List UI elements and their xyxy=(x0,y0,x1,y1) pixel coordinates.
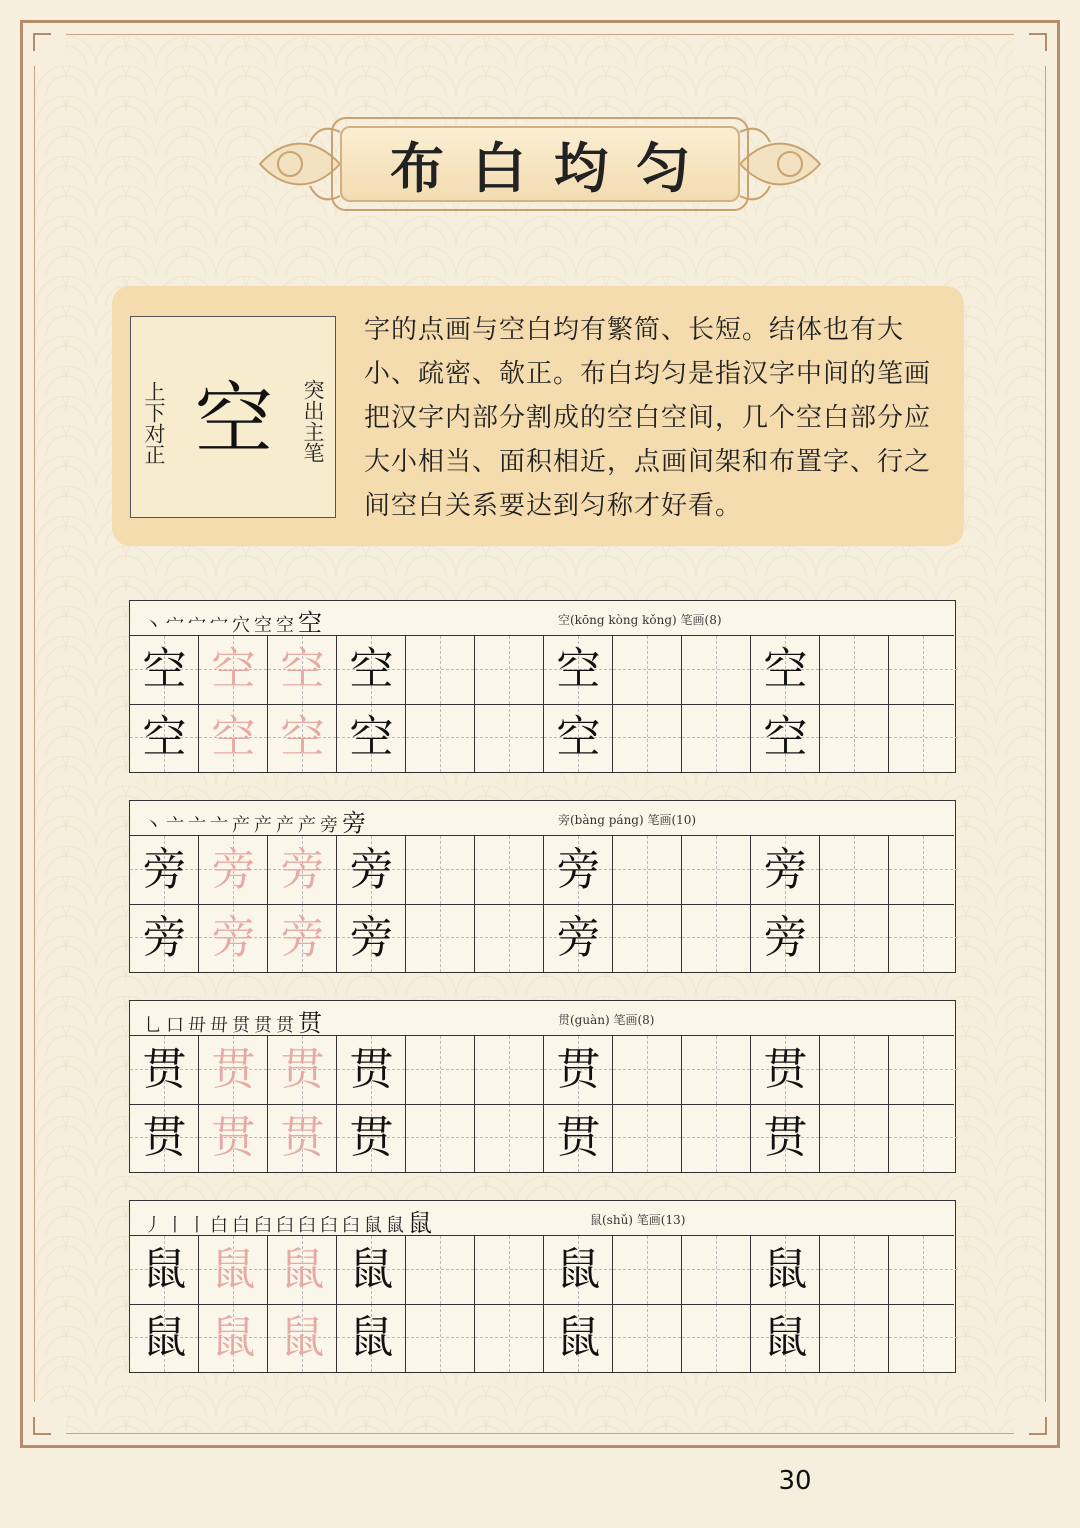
writing-cell[interactable] xyxy=(337,704,406,772)
writing-cell[interactable] xyxy=(268,1304,337,1372)
writing-cell[interactable] xyxy=(682,1036,751,1104)
model-character: 空 xyxy=(142,712,187,763)
model-character: 鼠 xyxy=(349,1312,394,1363)
writing-cell[interactable] xyxy=(268,1236,337,1304)
writing-cell[interactable] xyxy=(268,636,337,704)
stroke-step: 丶 xyxy=(144,615,162,636)
writing-cell[interactable] xyxy=(544,1036,613,1104)
stroke-step: 鼠 xyxy=(364,1215,382,1236)
model-character: 贯 xyxy=(349,1112,394,1163)
example-character: 空 xyxy=(194,375,273,465)
writing-cell[interactable] xyxy=(475,636,544,704)
writing-cell[interactable] xyxy=(130,704,199,772)
writing-cell[interactable] xyxy=(544,636,613,704)
writing-cell[interactable] xyxy=(889,1236,958,1304)
practice-grid xyxy=(129,600,956,773)
trace-character: 旁 xyxy=(211,844,256,895)
pinyin-stroke-count: 鼠(shǔ) 笔画(13) xyxy=(590,1213,686,1227)
model-character: 空 xyxy=(349,644,394,695)
stroke-step: 白 xyxy=(232,1215,250,1236)
writing-cell[interactable] xyxy=(199,1036,268,1104)
writing-cell[interactable] xyxy=(130,836,199,904)
trace-character: 空 xyxy=(280,712,325,763)
stroke-step: 臼 xyxy=(298,1215,316,1236)
model-character: 空 xyxy=(349,712,394,763)
writing-cell[interactable] xyxy=(682,1304,751,1372)
stroke-step: 丿 xyxy=(144,1215,162,1236)
model-character: 鼠 xyxy=(349,1244,394,1295)
stroke-step: 宀 xyxy=(210,615,228,636)
writing-cell[interactable] xyxy=(544,1236,613,1304)
corner-ornament xyxy=(20,1402,66,1448)
model-character: 空 xyxy=(556,712,601,763)
trace-character: 旁 xyxy=(211,912,256,963)
stroke-step: 臼 xyxy=(254,1215,272,1236)
trace-character: 空 xyxy=(211,712,256,763)
model-character: 空 xyxy=(556,644,601,695)
stroke-step: 产 xyxy=(298,815,316,836)
stroke-step: 产 xyxy=(276,815,294,836)
trace-character: 鼠 xyxy=(211,1244,256,1295)
writing-cell[interactable] xyxy=(406,1304,475,1372)
writing-cell[interactable] xyxy=(751,636,820,704)
stroke-step: 乚 xyxy=(144,1015,162,1036)
stroke-step: 亠 xyxy=(188,815,206,836)
writing-cell[interactable] xyxy=(475,1236,544,1304)
pinyin-stroke-count: 贯(guàn) 笔画(8) xyxy=(558,1013,655,1027)
model-character: 鼠 xyxy=(763,1244,808,1295)
stroke-step: 口 xyxy=(166,1015,184,1036)
writing-cell[interactable] xyxy=(889,1304,958,1372)
writing-cell[interactable] xyxy=(820,1236,889,1304)
writing-cell[interactable] xyxy=(682,1236,751,1304)
right-note: 突出主笔 xyxy=(301,379,325,463)
writing-cell[interactable] xyxy=(406,704,475,772)
writing-cell[interactable] xyxy=(337,1236,406,1304)
trace-character: 贯 xyxy=(211,1044,256,1095)
trace-character: 贯 xyxy=(280,1044,325,1095)
corner-ornament xyxy=(1014,1402,1060,1448)
stroke-step: 贯 xyxy=(232,1015,250,1036)
writing-cell[interactable] xyxy=(889,904,958,972)
description-text: 字的点画与空白均有繁简、长短。结体也有大小、疏密、欹正。布白均匀是指汉字中间的笔画把汉字内部分割成的空白空间，几个空白部分应大小相当、面积相近，点画间架和布置字、行之间空白关系要达到匀称才好看。 xyxy=(364,315,932,521)
writing-cell[interactable] xyxy=(613,636,682,704)
writing-cell[interactable] xyxy=(337,1036,406,1104)
stroke-step: 丨 xyxy=(188,1215,206,1236)
writing-cell[interactable] xyxy=(406,1104,475,1172)
stroke-step: 亠 xyxy=(166,815,184,836)
stroke-step: 空 xyxy=(276,615,294,636)
trace-character: 鼠 xyxy=(211,1312,256,1363)
model-character: 贯 xyxy=(763,1044,808,1095)
model-character: 旁 xyxy=(763,844,808,895)
writing-cell[interactable] xyxy=(130,1036,199,1104)
writing-cell[interactable] xyxy=(199,704,268,772)
trace-character: 旁 xyxy=(280,844,325,895)
banner-plate xyxy=(340,126,740,202)
model-character: 鼠 xyxy=(556,1312,601,1363)
writing-cell[interactable] xyxy=(337,1304,406,1372)
writing-cell[interactable] xyxy=(682,836,751,904)
stroke-order-row xyxy=(130,801,954,836)
stroke-step: 丶 xyxy=(144,815,162,836)
writing-cell[interactable] xyxy=(751,1236,820,1304)
writing-cell[interactable] xyxy=(613,836,682,904)
model-character: 旁 xyxy=(142,912,187,963)
writing-cell[interactable] xyxy=(475,904,544,972)
writing-cell[interactable] xyxy=(682,636,751,704)
writing-cell[interactable] xyxy=(130,636,199,704)
stroke-step: 鼠 xyxy=(408,1209,432,1237)
writing-cell[interactable] xyxy=(820,1304,889,1372)
stroke-order-sequence xyxy=(144,1203,436,1238)
model-character: 贯 xyxy=(556,1044,601,1095)
writing-cell[interactable] xyxy=(682,1104,751,1172)
writing-cell[interactable] xyxy=(613,1104,682,1172)
pinyin-stroke-count: 旁(bàng páng) 笔画(10) xyxy=(558,813,697,827)
model-character: 鼠 xyxy=(763,1312,808,1363)
model-character: 空 xyxy=(142,644,187,695)
stroke-order-sequence xyxy=(144,803,370,838)
stroke-step: 臼 xyxy=(320,1215,338,1236)
writing-cell[interactable] xyxy=(613,1304,682,1372)
model-character: 鼠 xyxy=(142,1244,187,1295)
stroke-step: 旁 xyxy=(342,809,366,837)
writing-cell[interactable] xyxy=(820,1036,889,1104)
writing-cell[interactable] xyxy=(475,836,544,904)
title-banner xyxy=(240,112,840,216)
corner-ornament xyxy=(1014,20,1060,66)
stroke-step: 亠 xyxy=(210,815,228,836)
writing-cell[interactable] xyxy=(268,836,337,904)
practice-grid xyxy=(129,1200,956,1373)
writing-cell[interactable] xyxy=(199,904,268,972)
model-character: 旁 xyxy=(142,844,187,895)
writing-cell[interactable] xyxy=(130,1304,199,1372)
writing-cell[interactable] xyxy=(544,704,613,772)
writing-cell[interactable] xyxy=(682,904,751,972)
model-character: 贯 xyxy=(142,1044,187,1095)
stroke-step: 毌 xyxy=(210,1015,228,1036)
stroke-step: 穴 xyxy=(232,615,250,636)
stroke-order-row xyxy=(130,1001,954,1036)
writing-cell[interactable] xyxy=(751,1304,820,1372)
stroke-step: 臼 xyxy=(342,1215,360,1236)
writing-cell[interactable] xyxy=(199,836,268,904)
stroke-step: 丨 xyxy=(166,1215,184,1236)
writing-cell[interactable] xyxy=(406,904,475,972)
writing-cell[interactable] xyxy=(889,1104,958,1172)
page-title: 布白均匀 xyxy=(390,135,718,200)
writing-cell[interactable] xyxy=(613,1236,682,1304)
writing-cell[interactable] xyxy=(751,1036,820,1104)
writing-cell[interactable] xyxy=(475,1304,544,1372)
writing-cell[interactable] xyxy=(268,904,337,972)
writing-cell[interactable] xyxy=(613,904,682,972)
writing-cell[interactable] xyxy=(751,836,820,904)
stroke-step: 贯 xyxy=(298,1009,322,1037)
stroke-order-row xyxy=(130,601,954,636)
writing-cell[interactable] xyxy=(751,1104,820,1172)
model-character: 旁 xyxy=(349,844,394,895)
left-note: 上下对正 xyxy=(142,381,166,465)
writing-cell[interactable] xyxy=(475,1104,544,1172)
writing-cell[interactable] xyxy=(889,636,958,704)
writing-cell[interactable] xyxy=(544,1104,613,1172)
writing-cell[interactable] xyxy=(268,1104,337,1172)
model-character: 旁 xyxy=(763,912,808,963)
stroke-step: 产 xyxy=(254,815,272,836)
writing-cell[interactable] xyxy=(820,836,889,904)
writing-cell[interactable] xyxy=(889,704,958,772)
model-character: 鼠 xyxy=(556,1244,601,1295)
model-character: 贯 xyxy=(142,1112,187,1163)
stroke-step: 贯 xyxy=(254,1015,272,1036)
model-character: 空 xyxy=(763,712,808,763)
trace-character: 贯 xyxy=(280,1112,325,1163)
writing-cell[interactable] xyxy=(406,1236,475,1304)
writing-cell[interactable] xyxy=(337,836,406,904)
writing-cell[interactable] xyxy=(820,636,889,704)
trace-character: 空 xyxy=(211,644,256,695)
trace-character: 空 xyxy=(280,644,325,695)
writing-cell[interactable] xyxy=(889,836,958,904)
writing-cell[interactable] xyxy=(544,1304,613,1372)
example-character-card xyxy=(130,316,336,518)
stroke-order-sequence xyxy=(144,603,326,638)
model-character: 贯 xyxy=(349,1044,394,1095)
stroke-order-row xyxy=(130,1201,954,1236)
model-character: 贯 xyxy=(556,1112,601,1163)
model-character: 旁 xyxy=(349,912,394,963)
writing-cell[interactable] xyxy=(199,1236,268,1304)
stroke-step: 产 xyxy=(232,815,250,836)
model-character: 空 xyxy=(763,644,808,695)
trace-character: 贯 xyxy=(211,1112,256,1163)
writing-cell[interactable] xyxy=(130,904,199,972)
model-character: 旁 xyxy=(556,912,601,963)
writing-cell[interactable] xyxy=(820,1104,889,1172)
writing-cell[interactable] xyxy=(613,1036,682,1104)
model-character: 旁 xyxy=(556,844,601,895)
corner-ornament xyxy=(20,20,66,66)
writing-cell[interactable] xyxy=(406,636,475,704)
trace-character: 鼠 xyxy=(280,1244,325,1295)
writing-cell[interactable] xyxy=(337,636,406,704)
writing-cell[interactable] xyxy=(130,1236,199,1304)
stroke-step: 宀 xyxy=(166,615,184,636)
stroke-step: 毌 xyxy=(188,1015,206,1036)
practice-grid xyxy=(129,1000,956,1173)
writing-cell[interactable] xyxy=(820,704,889,772)
writing-cell[interactable] xyxy=(268,704,337,772)
writing-cell[interactable] xyxy=(613,704,682,772)
writing-cell[interactable] xyxy=(820,904,889,972)
trace-character: 鼠 xyxy=(280,1312,325,1363)
writing-cell[interactable] xyxy=(889,1036,958,1104)
writing-cell[interactable] xyxy=(682,704,751,772)
writing-cell[interactable] xyxy=(544,836,613,904)
writing-cell[interactable] xyxy=(751,704,820,772)
stroke-step: 贯 xyxy=(276,1015,294,1036)
page-number: 30 xyxy=(778,1466,812,1496)
stroke-step: 旁 xyxy=(320,815,338,836)
writing-cell[interactable] xyxy=(337,904,406,972)
stroke-step: 鼠 xyxy=(386,1215,404,1236)
stroke-step: 空 xyxy=(298,609,322,637)
trace-character: 旁 xyxy=(280,912,325,963)
writing-cell[interactable] xyxy=(199,1104,268,1172)
practice-grid xyxy=(129,800,956,973)
writing-cell[interactable] xyxy=(544,904,613,972)
writing-cell[interactable] xyxy=(199,1304,268,1372)
writing-cell[interactable] xyxy=(406,1036,475,1104)
stroke-step: 空 xyxy=(254,615,272,636)
writing-cell[interactable] xyxy=(751,904,820,972)
writing-cell[interactable] xyxy=(475,704,544,772)
stroke-step: 白 xyxy=(210,1215,228,1236)
intro-panel xyxy=(112,286,964,546)
model-character: 贯 xyxy=(763,1112,808,1163)
writing-cell[interactable] xyxy=(199,636,268,704)
writing-cell[interactable] xyxy=(130,1104,199,1172)
writing-cell[interactable] xyxy=(268,1036,337,1104)
writing-cell[interactable] xyxy=(475,1036,544,1104)
stroke-order-sequence xyxy=(144,1003,326,1038)
model-character: 鼠 xyxy=(142,1312,187,1363)
stroke-step: 宀 xyxy=(188,615,206,636)
pinyin-stroke-count: 空(kōng kòng kǒng) 笔画(8) xyxy=(558,613,722,627)
writing-cell[interactable] xyxy=(337,1104,406,1172)
writing-cell[interactable] xyxy=(406,836,475,904)
stroke-step: 臼 xyxy=(276,1215,294,1236)
